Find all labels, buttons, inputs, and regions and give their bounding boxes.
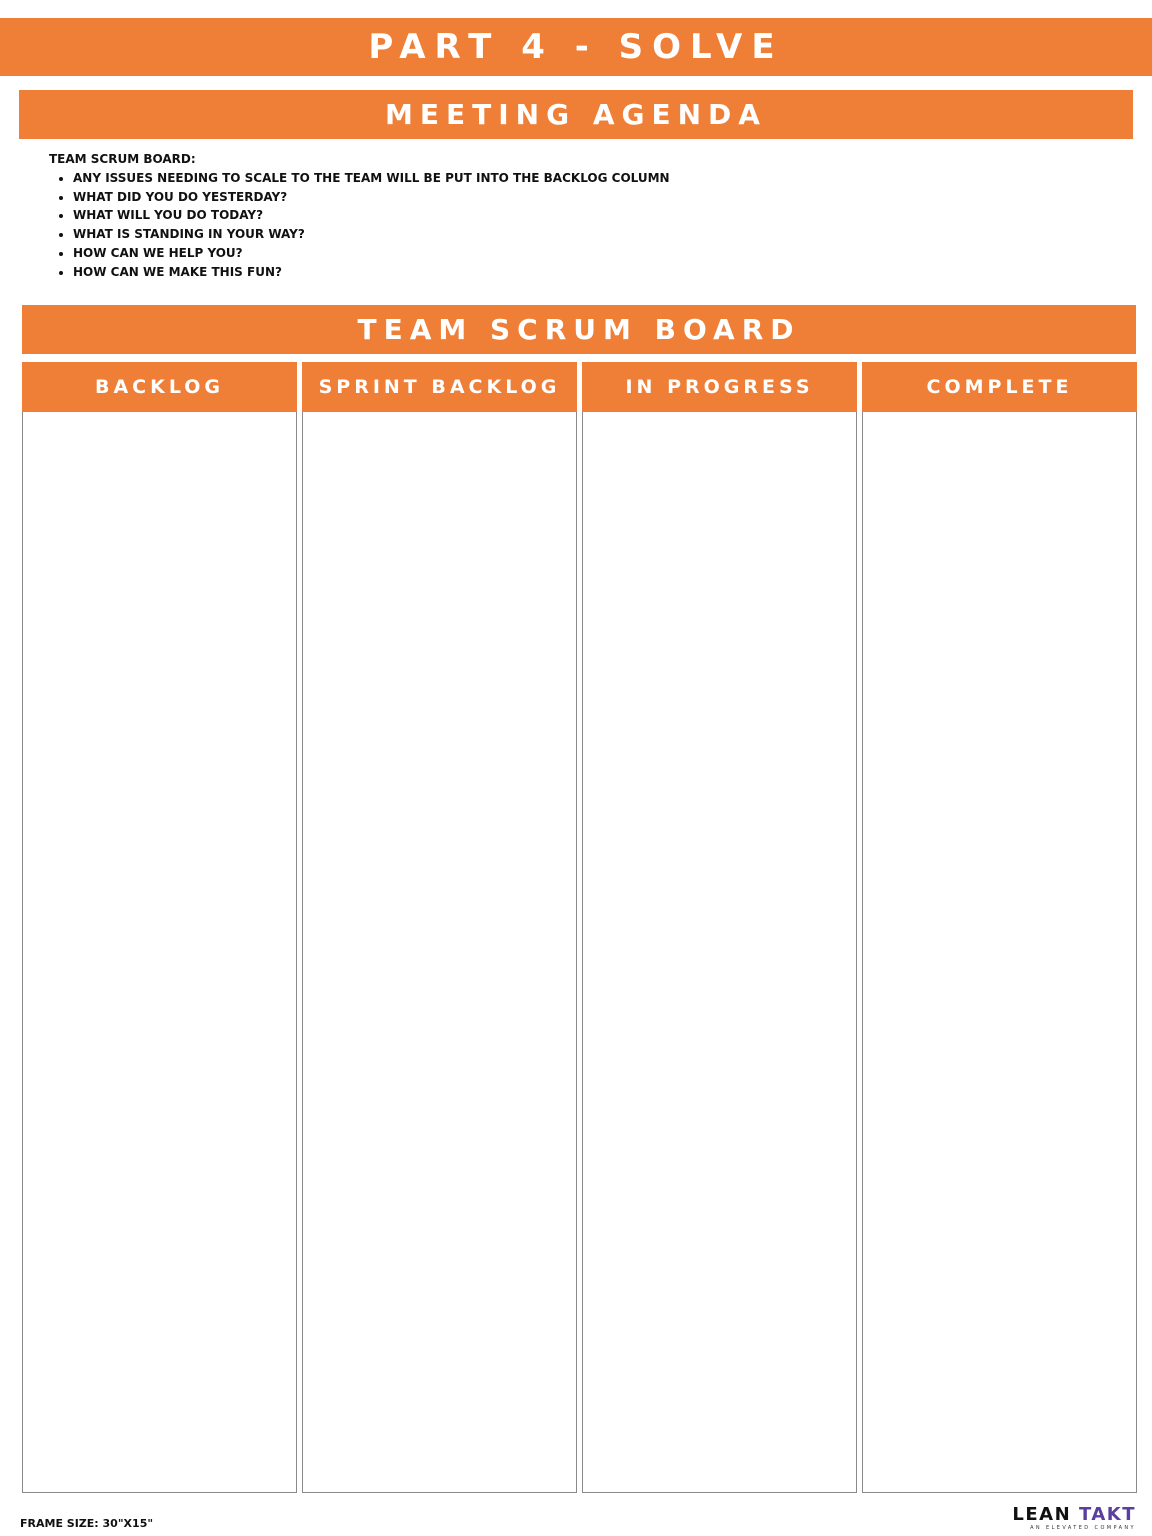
column-header-sprint-backlog: SPRINT BACKLOG	[302, 362, 577, 412]
agenda-heading: TEAM SCRUM BOARD:	[49, 152, 196, 166]
logo-wordmark	[1006, 1505, 1136, 1525]
column-backlog	[22, 362, 297, 1493]
column-header-backlog: BACKLOG	[22, 362, 297, 412]
agenda-item: • WHAT IS STANDING IN YOUR WAY?	[73, 225, 670, 244]
column-body-backlog[interactable]	[22, 412, 297, 1493]
lean-takt-logo	[1006, 1505, 1136, 1532]
scrum-board-banner	[22, 305, 1136, 354]
agenda-item: • HOW CAN WE MAKE THIS FUN?	[73, 263, 670, 282]
agenda-item: • WHAT DID YOU DO YESTERDAY?	[73, 188, 670, 207]
scrum-board-title: TEAM SCRUM BOARD	[357, 313, 801, 346]
agenda-item: • HOW CAN WE HELP YOU?	[73, 244, 670, 263]
agenda-section	[49, 150, 670, 282]
meeting-agenda-title: MEETING AGENDA	[385, 98, 767, 131]
page-title-banner	[0, 18, 1152, 76]
column-header-in-progress: IN PROGRESS	[582, 362, 857, 412]
column-complete	[862, 362, 1137, 1493]
meeting-agenda-banner	[19, 90, 1133, 139]
column-body-sprint-backlog[interactable]	[302, 412, 577, 1493]
agenda-item: • WHAT WILL YOU DO TODAY?	[73, 206, 670, 225]
logo-lean-text: LEAN	[1012, 1504, 1072, 1525]
logo-takt-text: TAKT	[1078, 1504, 1136, 1525]
column-sprint-backlog	[302, 362, 577, 1493]
agenda-item: • ANY ISSUES NEEDING TO SCALE TO THE TEAM WILL BE PUT INTO THE BACKLOG COLUMN	[73, 169, 670, 188]
column-body-in-progress[interactable]	[582, 412, 857, 1493]
logo-subtitle: AN ELEVATED COMPANY	[1030, 1525, 1136, 1531]
frame-size-note: FRAME SIZE: 30"X15"	[20, 1517, 154, 1530]
column-body-complete[interactable]	[862, 412, 1137, 1493]
column-header-complete: COMPLETE	[862, 362, 1137, 412]
page-title: PART 4 - SOLVE	[368, 27, 784, 67]
column-in-progress	[582, 362, 857, 1493]
agenda-list	[49, 169, 670, 282]
